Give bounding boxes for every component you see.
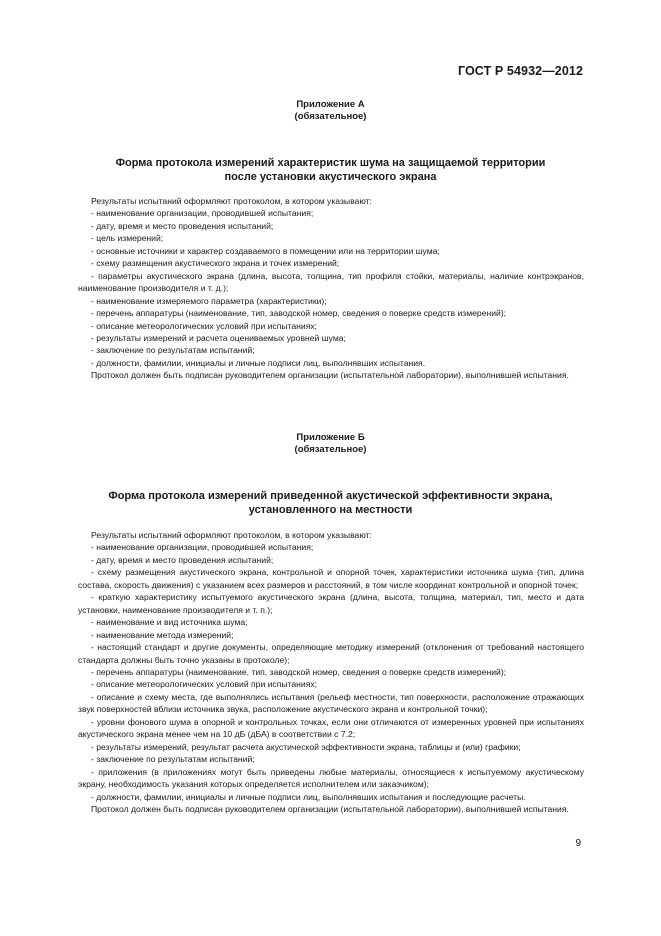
appendix-a-paragraph: Протокол должен быть подписан руководителем организации (испытательной лаборатории), выполнившей испытания.	[91, 370, 569, 381]
appendix-a-title	[0, 156, 661, 184]
appendix-b-paragraph: - перечень аппаратуры (наименование, тип, заводской номер, сведения о поверке средств измерений);	[91, 666, 507, 677]
appendix-b-paragraph: - должности, фамилии, инициалы и личные подписи лиц, выполнявших испытания и последующие расчеты.	[91, 791, 526, 802]
appendix-b-heading	[0, 432, 661, 456]
appendix-b-paragraph: - наименование метода измерений;	[91, 629, 234, 640]
appendix-b-title-line2: установленного на местности	[248, 504, 413, 516]
appendix-a-paragraph: - цель измерений;	[91, 233, 164, 244]
appendix-a-heading	[0, 99, 661, 123]
appendix-b-paragraph: Протокол должен быть подписан руководителем организации (испытательной лаборатории), выполнившей испытания.	[91, 803, 569, 814]
appendix-b-paragraph: - описание метеорологических условий при испытаниях;	[91, 679, 318, 690]
appendix-b-status: (обязательное)	[294, 444, 367, 455]
appendix-b-paragraph: - настоящий стандарт и другие документы, определяющие методику измерений (отклонения от требований настоящего стандарта должны быть точно указаны в протоколе);	[78, 642, 584, 665]
appendix-a-title-line1: Форма протокола измерений характеристик шума на защищаемой территории	[115, 157, 546, 169]
appendix-b-label: Приложение Б	[296, 432, 365, 443]
appendix-b-paragraph: - приложения (в приложениях могут быть приведены любые материалы, относящиеся к испытуемому акустическому экрану, необходимость указания которых определяется исполнителем или заказчиком);	[78, 766, 584, 790]
appendix-b-paragraph: - наименование и вид источника шума;	[91, 617, 248, 628]
appendix-a-paragraph: Результаты испытаний оформляют протоколом, в котором указывают:	[91, 196, 372, 206]
page-number: 9	[575, 838, 581, 849]
appendix-a-paragraph: - должности, фамилии, инициалы и личные подписи лиц, выполнявших испытания.	[91, 357, 426, 368]
appendix-a-paragraph: - наименование организации, проводившей испытания;	[91, 208, 314, 219]
appendix-a-paragraph: - описание метеорологических условий при испытаниях;	[91, 320, 318, 331]
appendix-b-paragraph: - описание и схему места, где выполнялись испытания (рельеф местности, тип поверхности, расположение отражающих звук поверхностей вблизи источника звука, расположение акустического экрана и контрольной точки);	[78, 691, 584, 715]
appendix-b-paragraph: - краткую характеристику испытуемого акустического экрана (длина, высота, толщина, материал, тип, место и дата установки, наименование производителя и т. п.);	[78, 592, 584, 615]
appendix-b-paragraph: - уровни фонового шума в опорной и контрольных точках, если они отличаются от измеренных уровней при испытаниях акустического экрана менее чем на 10 дБ (дБА) в соответствии с 7.2;	[78, 716, 584, 740]
appendix-a-paragraph: - дату, время и место проведения испытаний;	[91, 220, 274, 231]
appendix-b-body	[78, 529, 584, 815]
appendix-a-paragraph: - перечень аппаратуры (наименование, тип, заводской номер, сведения о поверке средств измерений);	[91, 308, 507, 319]
appendix-a-title-line2: после установки акустического экрана	[224, 171, 437, 183]
appendix-b-paragraph: - дату, время и место проведения испытаний;	[91, 554, 274, 565]
appendix-b-title	[0, 489, 661, 517]
appendix-b-title-line1: Форма протокола измерений приведенной акустической эффективности экрана,	[108, 490, 553, 502]
appendix-a-paragraph: - параметры акустического экрана (длина, высота, толщина, тип профиля стойки, материалы, наличие контрэкранов, наименование производителя и т. д.);	[78, 270, 584, 294]
appendix-a-status: (обязательное)	[294, 111, 367, 122]
appendix-a-body	[78, 195, 584, 382]
appendix-a-paragraph: - заключение по результатам испытаний;	[91, 345, 255, 356]
standard-designation: ГОСТ Р 54932—2012	[457, 64, 583, 78]
appendix-a-paragraph: - основные источники и характер создаваемого в помещении или на территории шума;	[91, 245, 440, 256]
appendix-b-paragraph: - схему размещения акустического экрана, контрольной и опорной точек, характеристики источника шума (тип, длина состава, скорость движения) с указанием всех размеров и расстояний, в том числе координат контрольной и опорной точек;	[78, 567, 584, 590]
appendix-b-paragraph: - заключение по результатам испытаний;	[91, 754, 255, 765]
appendix-a-paragraph: - наименование измеряемого параметра (характеристики);	[91, 295, 327, 306]
appendix-b-paragraph: - результаты измерений, результат расчета акустической эффективности экрана, таблицы и (или) графики;	[91, 741, 521, 752]
appendix-b-paragraph: Результаты испытаний оформляют протоколом, в котором указывают:	[91, 530, 372, 540]
appendix-b-paragraph: - наименование организации, проводившей испытания;	[91, 542, 314, 553]
appendix-a-paragraph: - результаты измерений и расчета оцениваемых уровней шума;	[91, 332, 346, 343]
appendix-a-label: Приложение А	[296, 99, 365, 110]
appendix-a-paragraph: - схему размещения акустического экрана и точек измерений;	[91, 258, 340, 269]
